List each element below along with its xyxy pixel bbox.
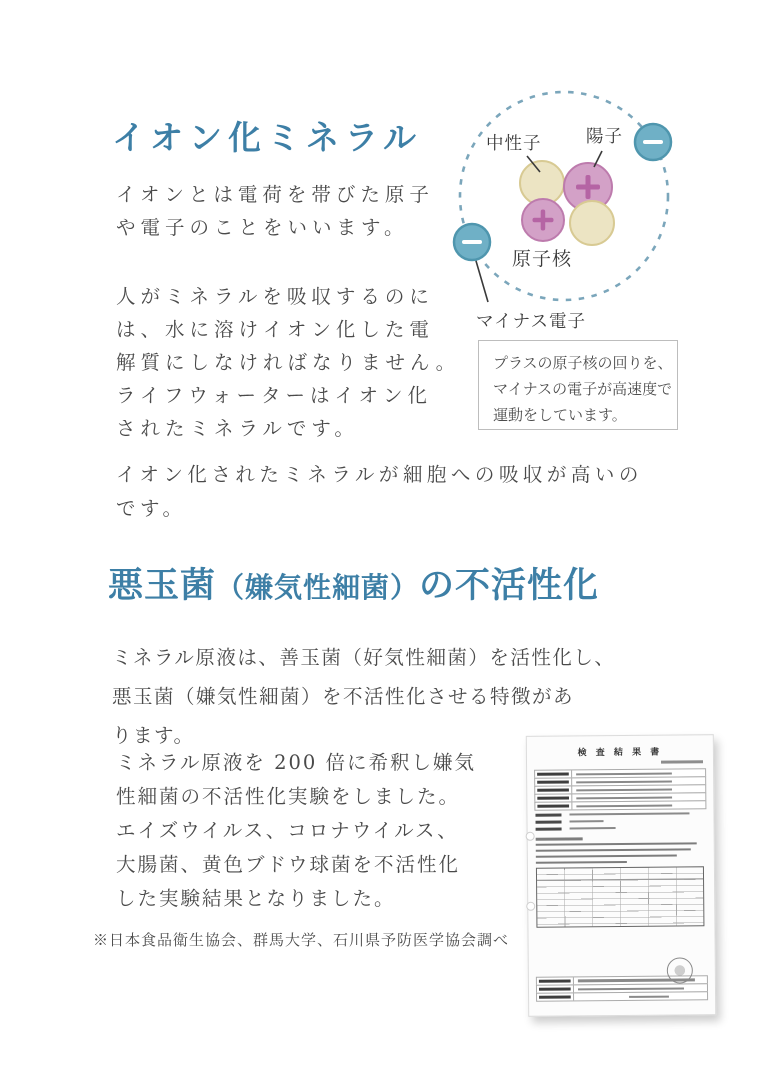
caption-line: 運動をしています。 — [493, 406, 627, 424]
section1-paragraph-1 — [116, 178, 434, 244]
punch-hole — [526, 832, 535, 841]
neutron-label: 中性子 — [486, 134, 542, 154]
caption-line: マイナスの電子が高速度で — [493, 380, 673, 398]
paragraph-line: は、水に溶けイオン化した電 — [116, 318, 434, 341]
test-report-scan — [526, 734, 716, 1017]
heading-part-parenthetical: （嫌気性細菌） — [216, 571, 420, 604]
atom-diagram — [450, 78, 712, 346]
section1-paragraph-2 — [116, 280, 460, 445]
electron-pointer-line — [474, 254, 488, 302]
paragraph-line: 人がミネラルを吸収するのに — [116, 285, 434, 308]
source-footnote: ※日本食品衛生協会、群馬大学、石川県予防医学協会調べ — [93, 931, 510, 949]
paragraph-line: です。 — [116, 497, 187, 520]
minus-icon — [462, 240, 482, 244]
report-result-table — [536, 866, 705, 927]
nucleus-label: 原子核 — [512, 248, 573, 270]
report-ref-number — [661, 760, 703, 763]
section1-paragraph-3 — [116, 458, 643, 526]
paragraph-line: ミネラル原液を 200 倍に希釈し嫌気 — [116, 751, 477, 774]
report-stamp-icon — [667, 957, 693, 983]
punch-hole — [526, 902, 535, 911]
electron-label: マイナス電子 — [476, 312, 586, 332]
paragraph-line: ります。 — [112, 724, 195, 747]
report-field-row — [536, 991, 708, 1002]
paragraph-line: ライフウォーターはイオン化 — [116, 384, 432, 407]
paragraph-line: イオン化されたミネラルが細胞への吸収が高いの — [116, 463, 643, 486]
paragraph-line: 大腸菌、黄色ブドウ球菌を不活性化 — [116, 853, 461, 876]
report-notes — [536, 836, 704, 867]
section1-heading: イオン化ミネラル — [112, 118, 423, 157]
paragraph-line: エイズウイルス、コロナウイルス、 — [116, 819, 459, 842]
heading-part: 悪玉菌 — [108, 565, 217, 606]
report-field-row — [534, 800, 706, 811]
paragraph-line: や電子のことをいいます。 — [116, 216, 409, 239]
report-sample-info — [535, 811, 705, 833]
paragraph-line: した実験結果となりました。 — [116, 887, 396, 910]
paragraph-line: ミネラル原液は、善玉菌（好気性細菌）を活性化し、 — [112, 646, 616, 669]
section2-paragraph-2 — [116, 746, 476, 916]
section2-heading — [108, 558, 599, 608]
report-title: 検 査 結 果 書 — [577, 747, 663, 759]
paragraph-line: 悪玉菌（嫌気性細菌）を不活性化させる特徴があ — [112, 685, 575, 708]
caption-line: プラスの原子核の回りを、 — [493, 354, 673, 372]
electron-circle — [454, 224, 490, 260]
paragraph-line: 性細菌の不活性化実験をしました。 — [116, 785, 461, 808]
minus-icon — [643, 140, 663, 144]
proton-label: 陽子 — [586, 127, 623, 147]
heading-part: の不活性化 — [419, 565, 600, 606]
electron-circle — [635, 124, 671, 160]
neutron-circle — [570, 201, 614, 245]
paragraph-line: 解質にしなければなりません。 — [116, 351, 461, 374]
atom-caption-box — [478, 340, 678, 430]
report-header-fields — [534, 769, 706, 810]
paragraph-line: されたミネラルです。 — [116, 417, 359, 440]
paragraph-line: イオンとは電荷を帯びた原子 — [116, 183, 434, 206]
atom-diagram-graphic — [450, 78, 712, 346]
